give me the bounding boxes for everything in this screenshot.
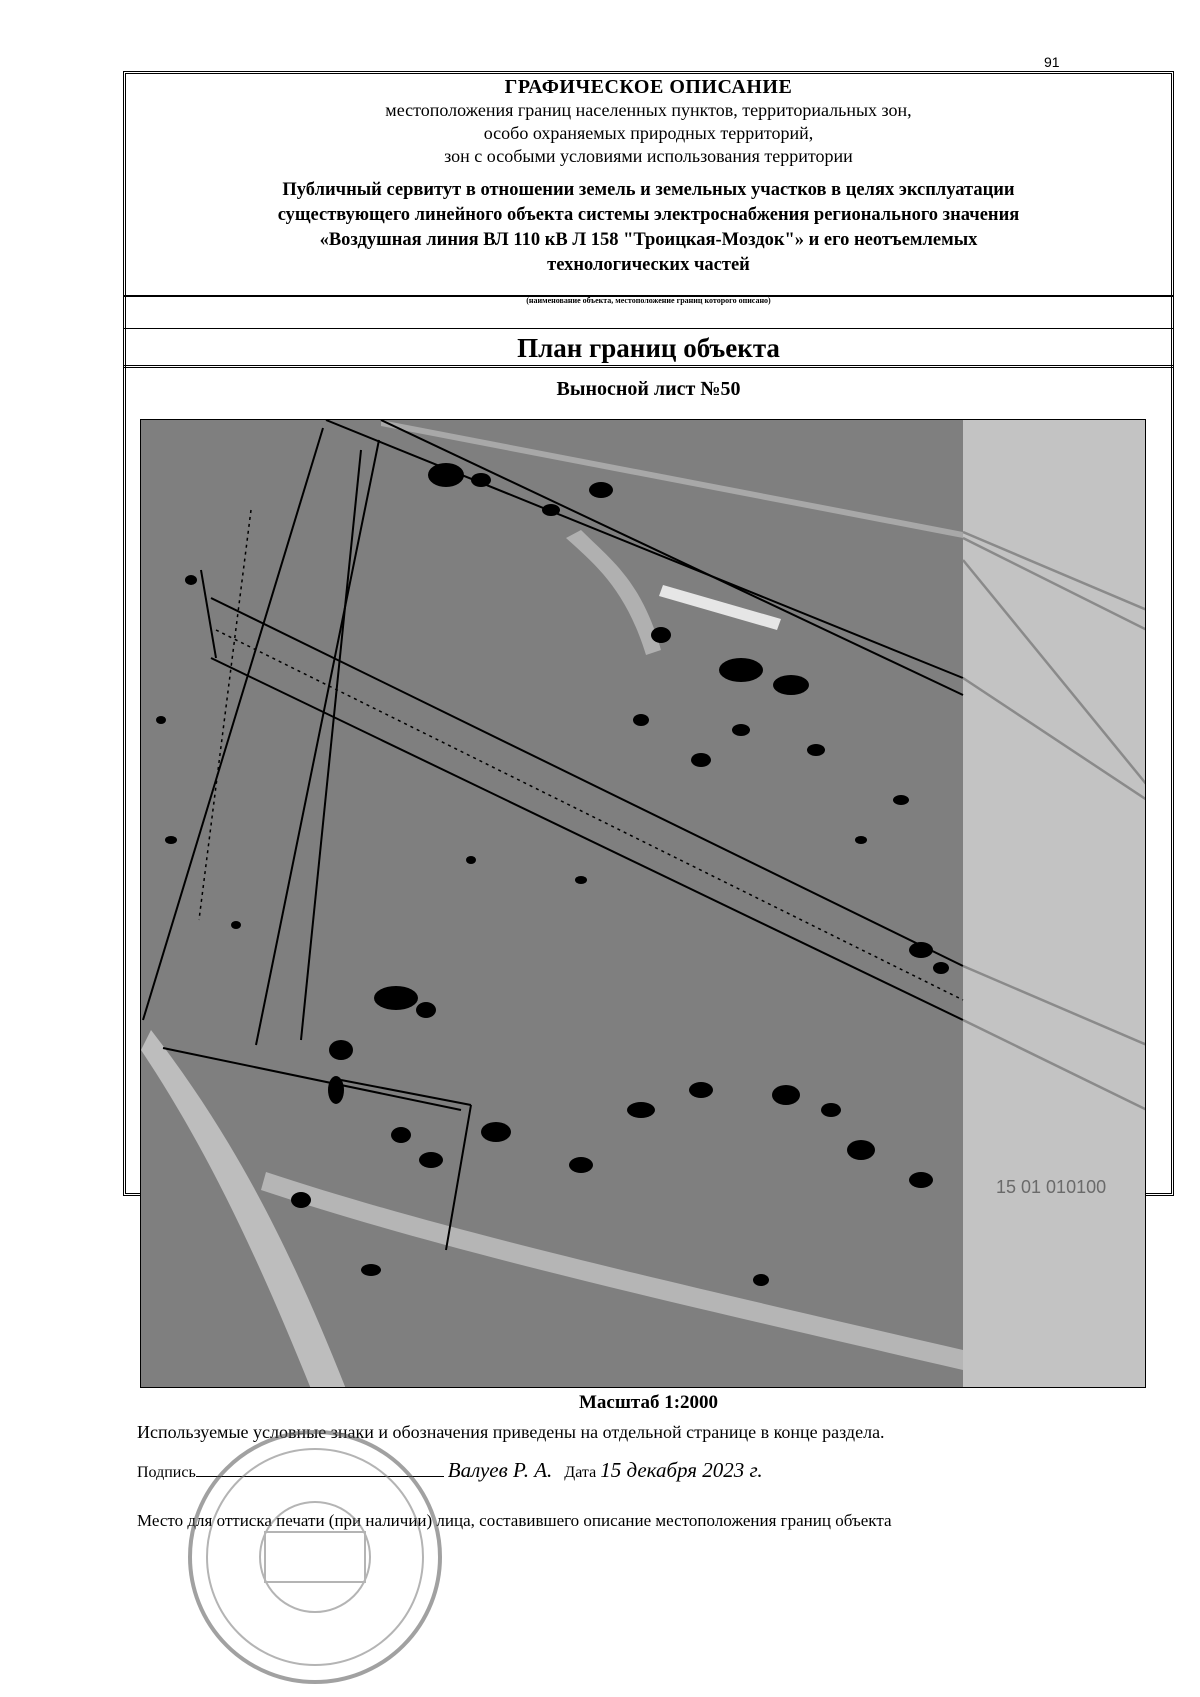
object-note: (наименование объекта, местоположение границ которого описано) — [526, 296, 771, 305]
map-svg — [141, 420, 1146, 1388]
legend-text: Используемые условные знаки и обозначения приведены на отдельной странице в конце раздела. — [137, 1422, 885, 1442]
signature-label: Подпись — [137, 1464, 196, 1481]
sheet-title: Выносной лист №50 — [556, 378, 741, 400]
subtitle-line: зон с особыми условиями использования территории — [444, 146, 853, 166]
subtitle-line: местоположения границ населенных пунктов, территориальных зон, — [385, 100, 912, 120]
signer-name: Валуев Р. А. — [447, 1458, 553, 1482]
object-line: технологических частей — [547, 255, 750, 275]
object-line: существующего линейного объекта системы электроснабжения регионального значения — [277, 205, 1020, 225]
map-area — [140, 419, 1146, 1388]
object-line: Публичный сервитут в отношении земель и земельных участков в целях эксплуатации — [282, 180, 1015, 200]
stamp-place-text: Место для оттиска печати (при наличии) лица, составившего описание местоположения границ объекта — [137, 1511, 892, 1530]
subtitle-line: особо охраняемых природных территорий, — [483, 123, 814, 143]
object-name — [123, 178, 1174, 278]
date-label: Дата — [564, 1464, 597, 1481]
object-line: «Воздушная линия ВЛ 110 кВ Л 158 "Троицкая-Моздок"» и его неотъемлемых — [319, 230, 978, 250]
page-number: 91 — [1044, 54, 1060, 70]
plan-title: План границ объекта — [123, 328, 1174, 368]
document-title: ГРАФИЧЕСКОЕ ОПИСАНИЕ — [504, 76, 793, 98]
stamp-seal — [180, 1422, 450, 1692]
cadastral-label: 15 01 010100 — [996, 1177, 1107, 1197]
header-section — [123, 71, 1174, 297]
scale-text: Масштаб 1:2000 — [578, 1392, 719, 1413]
date-value: 15 декабря 2023 г. — [600, 1458, 763, 1482]
object-note-row — [123, 295, 1174, 329]
